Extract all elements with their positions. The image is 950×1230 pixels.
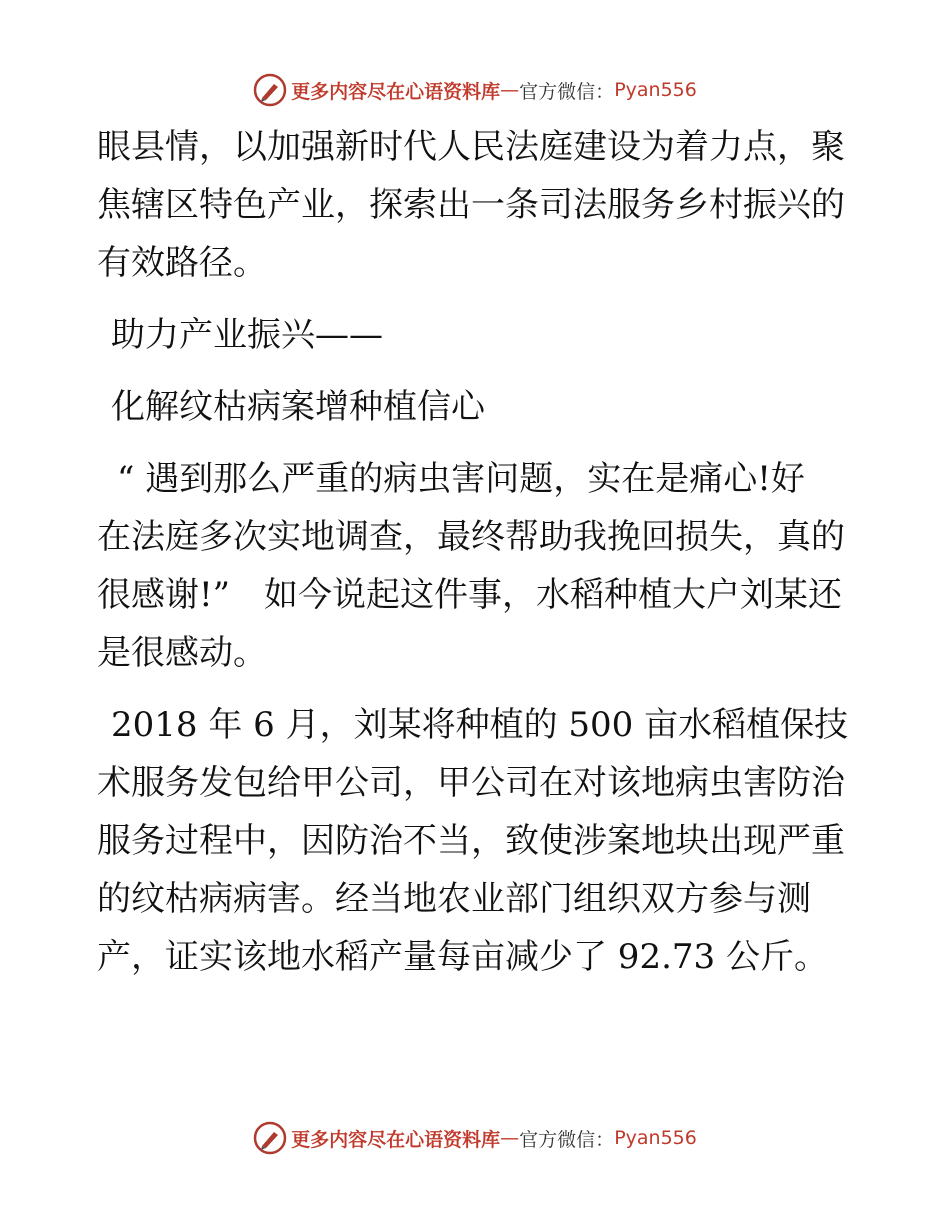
text-line: 服务过程中，因防治不当，致使涉案地块出现严重 [97, 821, 845, 861]
pen-logo-icon [253, 73, 287, 107]
text-line: 是很感动。 [97, 633, 267, 673]
text-line: 焦辖区特色产业，探索出一条司法服务乡村振兴的 [97, 185, 845, 225]
watermark-wechat: Pyan556 [614, 79, 697, 101]
watermark-lead: 更多内容尽在心语资料库 [291, 80, 501, 103]
paragraph-2 [97, 450, 857, 682]
watermark-dash: — [500, 1127, 520, 1149]
text-line: 术服务发包给甲公司，甲公司在对该地病虫害防治 [97, 763, 845, 803]
watermark-tail: 官方微信： [519, 1128, 615, 1151]
text-line: 产，证实该地水稻产量每亩减少了 92.73 公斤。 [97, 937, 828, 977]
text-line: 在法庭多次实地调查，最终帮助我挽回损失，真的 [97, 517, 845, 557]
paragraph-1 [97, 118, 857, 292]
text-line: 很感谢!” 如今说起这件事，水稻种植大户刘某还 [97, 575, 843, 615]
text-line: “ 遇到那么严重的病虫害问题，实在是痛心!好 [117, 459, 805, 499]
text-line: 眼县情，以加强新时代人民法庭建设为着力点，聚 [97, 127, 845, 167]
section-heading-1: 助力产业振兴—— [111, 315, 383, 355]
watermark-footer [0, 1118, 950, 1158]
paragraph-3 [97, 696, 857, 986]
document-body [97, 118, 857, 986]
watermark-dash: — [500, 79, 520, 101]
watermark-header [0, 70, 950, 110]
section-heading-2: 化解纹枯病案增种植信心 [111, 387, 485, 427]
text-line: 有效路径。 [97, 243, 267, 283]
text-line: 的纹枯病病害。经当地农业部门组织双方参与测 [97, 879, 811, 919]
text-line: 2018 年 6 月，刘某将种植的 500 亩水稻植保技 [111, 705, 849, 745]
watermark-lead: 更多内容尽在心语资料库 [291, 1128, 501, 1151]
pen-logo-icon [253, 1121, 287, 1155]
watermark-tail: 官方微信： [519, 80, 615, 103]
watermark-wechat: Pyan556 [614, 1127, 697, 1149]
